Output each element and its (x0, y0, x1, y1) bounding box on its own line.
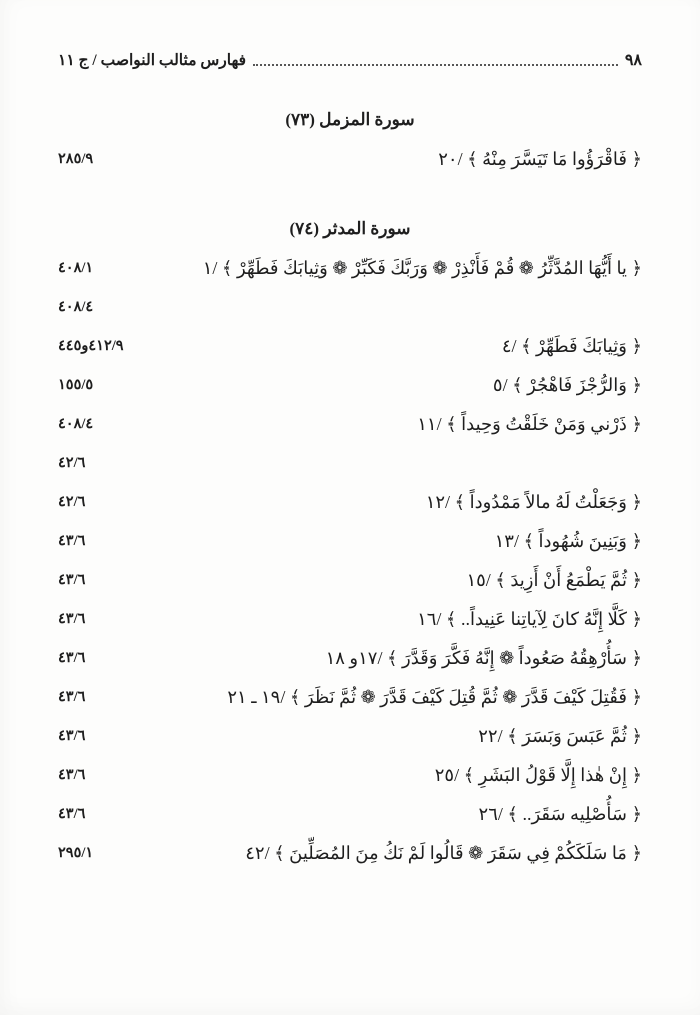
verse-text: ﴿ ثُمَّ يَطْمَعُ أَنْ أَزِيدَ ﴾ /١٥ (466, 569, 642, 590)
page-reference: ٤٢/٦ (58, 455, 86, 471)
dotted-leader (253, 64, 618, 66)
page-reference: ٤٠٨/٤ (58, 299, 94, 315)
verse-text: ﴿ كَلَّا إِنَّهُ كانَ لِآياتِنا عَنِيداً.. ﴾ /١٦ (417, 608, 642, 629)
index-entry-row (58, 140, 642, 179)
page-reference: ٤٣/٦ (58, 650, 86, 666)
page-reference: ٢٨٥/٩ (58, 151, 94, 167)
book-title: فهارس مثالب النواصب / ج ١١ (58, 52, 247, 69)
verse-text: ﴿ وَثِيابَكَ فَطَهِّرْ ﴾ /٤ (501, 335, 642, 356)
page-reference: ٢٩٥/١ (58, 845, 94, 861)
verse-text: ﴿ إِنْ هٰذا إِلَّا قَوْلُ البَشَرِ ﴾ /٢٥ (434, 764, 642, 785)
page-number: ٩٨ (624, 52, 642, 69)
index-entry-row (58, 405, 642, 444)
verse-text: ﴿ فَاقْرَؤُوا مَا تَيَسَّرَ مِنْهُ ﴾ /٢٠ (438, 148, 642, 169)
index-entry-row (58, 795, 642, 834)
index-entry-row (58, 639, 642, 678)
verse-text: ﴿ فَقُتِلَ كَيْفَ قَدَّرَ ❁ ثُمَّ قُتِلَ كَيْفَ قَدَّرَ ❁ ثُمَّ نَظَرَ ﴾ /١٩ ـ ٢١ (227, 686, 642, 707)
verse-text: ﴿ سَأُرْهِقُهُ صَعُوداً ❁ إِنَّهُ فَكَّرَ وَقَدَّرَ ﴾ /١٧و ١٨ (325, 647, 642, 668)
page-reference: ١٥٥/٥ (58, 377, 94, 393)
running-head (58, 50, 642, 70)
index-entry-row (58, 561, 642, 600)
page-reference: ٤٣/٦ (58, 728, 86, 744)
sura-section (58, 110, 642, 179)
sura-heading: سورة المدثر (٧٤) (289, 219, 411, 238)
verse-text: ﴿ ذَرْني وَمَنْ خَلَقْتُ وَحِيداً ﴾ /١١ (417, 413, 642, 434)
index-entry-row (58, 483, 642, 522)
index-entry-row (58, 249, 642, 288)
verse-text: ﴿ مَا سَلَكَكُمْ فِي سَقَرَ ❁ قَالُوا لَمْ نَكُ مِنَ المُصَلِّينَ ﴾ /٤٢ (245, 842, 642, 863)
verse-text: ﴿ وَالرُّجْزَ فَاهْجُرْ ﴾ /٥ (492, 374, 642, 395)
page-reference: ٤١٢/٩و٤٤٥ (58, 338, 124, 354)
verse-text: ﴿ سَأُصْلِيه سَقَرَ.. ﴾ /٢٦ (478, 803, 642, 824)
verse-text: ﴿ وَبَنِينَ شُهُوداً ﴾ /١٣ (494, 530, 642, 551)
page-reference: ٤٣/٦ (58, 611, 86, 627)
index-entry-row (58, 288, 642, 327)
page-reference: ٤٣/٦ (58, 572, 86, 588)
index-entry-row (58, 717, 642, 756)
index-entry-row (58, 756, 642, 795)
page-reference: ٤٣/٦ (58, 533, 86, 549)
sura-heading: سورة المزمل (٧٣) (285, 110, 415, 129)
page-reference: ٤٠٨/١ (58, 260, 94, 276)
index-entry-row (58, 678, 642, 717)
index-entry-row (58, 366, 642, 405)
index-entry-row (58, 522, 642, 561)
index-entry-row (58, 600, 642, 639)
verse-text: ﴿ وَجَعَلْتُ لَهُ مالاً مَمْدُوداً ﴾ /١٢ (425, 491, 642, 512)
sura-entries (58, 249, 642, 873)
page-reference: ٤٢/٦ (58, 494, 86, 510)
verse-text: ﴿ يا أَيُّهَا المُدَّثِّرُ ❁ قُمْ فَأَنْذِرْ ❁ وَرَبَّكَ فَكَبِّرْ ❁ وَثِيابَكَ فَطَهِّرْ ﴾ /١ (202, 257, 642, 278)
verse-text: ﴿ ثُمَّ عَبَسَ وَبَسَرَ ﴾ /٢٢ (478, 725, 642, 746)
index-entry-row (58, 327, 642, 366)
sura-section (58, 219, 642, 873)
index-body (58, 110, 642, 873)
page-reference: ٤٣/٦ (58, 767, 86, 783)
index-entry-row (58, 444, 642, 483)
page-reference: ٤٠٨/٤ (58, 416, 94, 432)
index-entry-row (58, 834, 642, 873)
page-reference: ٤٣/٦ (58, 806, 86, 822)
page-reference: ٤٣/٦ (58, 689, 86, 705)
sura-entries (58, 140, 642, 179)
